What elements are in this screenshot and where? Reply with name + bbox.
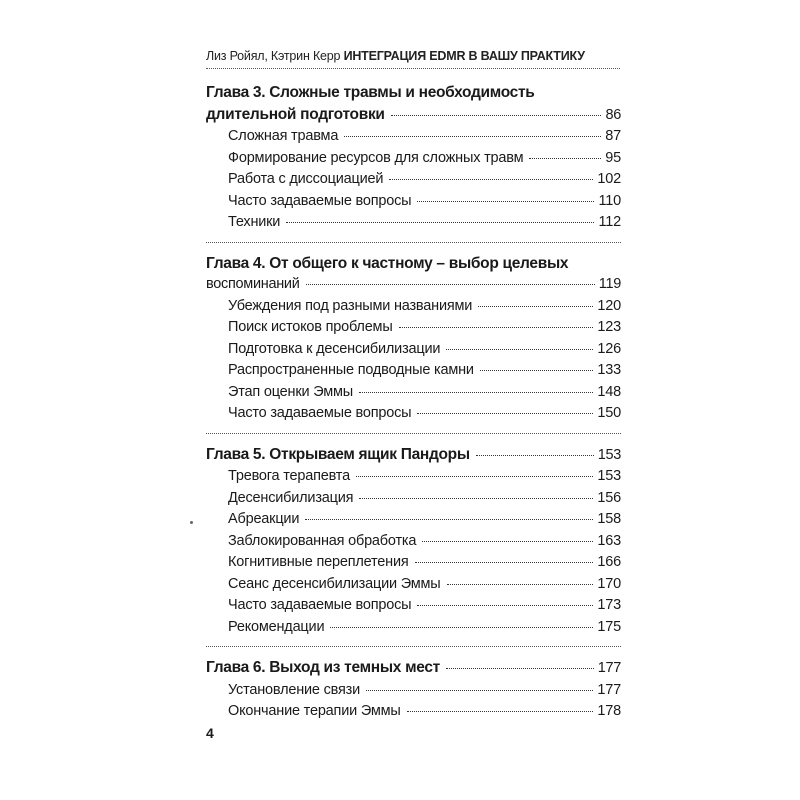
toc-entry[interactable] (206, 509, 621, 531)
entry-label: Работа с диссоциацией (228, 171, 384, 187)
dot-leader (399, 327, 594, 328)
chapter-entry[interactable] (206, 104, 621, 127)
dot-leader (389, 179, 593, 180)
dot-leader (417, 605, 593, 606)
page-ref: 156 (597, 489, 621, 506)
dot-leader (391, 115, 602, 116)
page-ref: 126 (597, 340, 621, 357)
dot-leader (330, 627, 593, 628)
page-ref: 153 (597, 446, 621, 463)
chapter-6 (206, 657, 621, 723)
entry-label: Часто задаваемые вопросы (228, 192, 412, 209)
toc-entry[interactable] (206, 403, 621, 425)
print-speck (190, 521, 193, 524)
page-ref: 166 (597, 554, 621, 570)
chapter-entry[interactable] (206, 444, 621, 467)
dot-leader (476, 455, 594, 456)
entry-label: Подготовка к десенсибилизации (228, 340, 441, 357)
entry-label: Абреакции (228, 511, 300, 527)
entry-label: Часто задаваемые вопросы (228, 597, 412, 613)
header-divider (206, 68, 620, 69)
toc-entry[interactable] (206, 531, 621, 553)
chapter-title: Глава 4. От общего к частному – выбор целевых (206, 254, 569, 272)
page-ref: 153 (597, 468, 621, 484)
toc-entry[interactable] (206, 595, 621, 617)
entry-label: Заблокированная обработка (228, 532, 417, 549)
page-ref: 158 (597, 511, 621, 527)
page-ref: 148 (597, 383, 621, 400)
entry-label: Распространенные подводные камни (228, 362, 474, 378)
dot-leader (305, 519, 593, 520)
chapter-title: Глава 6. Выход из темных мест (206, 659, 440, 676)
table-of-contents (206, 82, 621, 723)
page-ref: 120 (597, 297, 621, 314)
page-number: 4 (206, 725, 214, 741)
entry-label: Десенсибилизация (228, 489, 354, 506)
page-ref: 133 (597, 362, 621, 378)
dot-leader (306, 284, 595, 285)
entry-label: Сеанс десенсибилизации Эммы (228, 575, 441, 592)
toc-entry[interactable] (206, 488, 621, 510)
toc-entry[interactable] (206, 617, 621, 639)
page-ref: 163 (597, 532, 621, 549)
chapter-title: Глава 5. Открываем ящик Пандоры (206, 445, 470, 463)
dot-leader (359, 392, 593, 393)
page-ref: 177 (597, 660, 621, 676)
page-ref: 123 (597, 319, 621, 335)
toc-entry[interactable] (206, 339, 621, 361)
toc-entry[interactable] (206, 382, 621, 404)
entry-label: Тревога терапевта (228, 468, 350, 484)
entry-label: Убеждения под разными названиями (228, 297, 473, 314)
entry-label: Окончание терапии Эммы (228, 703, 401, 719)
page-ref: 178 (597, 703, 621, 719)
page-ref: 170 (597, 575, 621, 592)
chapter-title-continued: длительной подготовки (206, 105, 385, 123)
section-divider (206, 242, 621, 243)
entry-label: Техники (228, 214, 281, 230)
header-book-title: ИНТЕГРАЦИЯ EDMR В ВАШУ ПРАКТИКУ (343, 49, 585, 63)
entry-label: Формирование ресурсов для сложных травм (228, 149, 524, 166)
toc-entry[interactable] (206, 126, 621, 148)
running-header (206, 49, 621, 63)
dot-leader (359, 498, 593, 499)
entry-label: Сложная травма (228, 128, 339, 144)
toc-entry[interactable] (206, 360, 621, 382)
dot-leader (407, 711, 594, 712)
entry-label: Этап оценки Эммы (228, 383, 354, 400)
toc-entry[interactable] (206, 317, 621, 339)
chapter-4 (206, 253, 621, 425)
toc-entry[interactable] (206, 169, 621, 191)
dot-leader (478, 306, 593, 307)
chapter-entry[interactable] (206, 657, 621, 680)
dot-leader (480, 370, 594, 371)
page-ref: 110 (598, 192, 621, 209)
toc-entry[interactable] (206, 574, 621, 596)
section-divider (206, 646, 621, 647)
dot-leader (344, 136, 601, 137)
toc-entry[interactable] (206, 552, 621, 574)
toc-entry[interactable] (206, 466, 621, 488)
entry-label: Установление связи (228, 681, 360, 698)
chapter-5 (206, 444, 621, 639)
dot-leader (356, 476, 593, 477)
entry-label: Рекомендации (228, 618, 325, 635)
dot-leader (286, 222, 594, 223)
chapter-title: Глава 3. Сложные травмы и необходимость (206, 84, 535, 101)
header-authors: Лиз Ройял, Кэтрин Керр (206, 49, 341, 63)
toc-entry[interactable] (206, 701, 621, 723)
page-ref: 119 (598, 276, 621, 292)
dot-leader (529, 158, 601, 159)
chapter-title-continued: воспоминаний (206, 276, 300, 292)
entry-label: Когнитивные переплетения (228, 554, 409, 570)
page-ref: 86 (605, 106, 621, 123)
entry-label: Поиск истоков проблемы (228, 319, 393, 335)
page-ref: 175 (597, 618, 621, 635)
dot-leader (422, 541, 593, 542)
toc-entry[interactable] (206, 191, 621, 213)
dot-leader (446, 349, 593, 350)
dot-leader (366, 690, 593, 691)
toc-entry[interactable] (206, 148, 621, 170)
dot-leader (417, 413, 593, 414)
page-ref: 112 (598, 214, 621, 230)
page-ref: 173 (597, 597, 621, 613)
toc-entry[interactable] (206, 212, 621, 234)
page-ref: 102 (597, 171, 621, 187)
page-ref: 177 (597, 681, 621, 698)
page-ref: 87 (605, 128, 621, 144)
dot-leader (417, 201, 594, 202)
toc-entry[interactable] (206, 296, 621, 318)
dot-leader (447, 584, 594, 585)
toc-entry[interactable] (206, 680, 621, 702)
page-ref: 150 (597, 405, 621, 421)
chapter-entry[interactable] (206, 274, 621, 296)
entry-label: Часто задаваемые вопросы (228, 405, 412, 421)
section-divider (206, 433, 621, 434)
chapter-3 (206, 82, 621, 234)
page-ref: 95 (605, 149, 621, 166)
dot-leader (446, 668, 594, 669)
dot-leader (415, 562, 594, 563)
